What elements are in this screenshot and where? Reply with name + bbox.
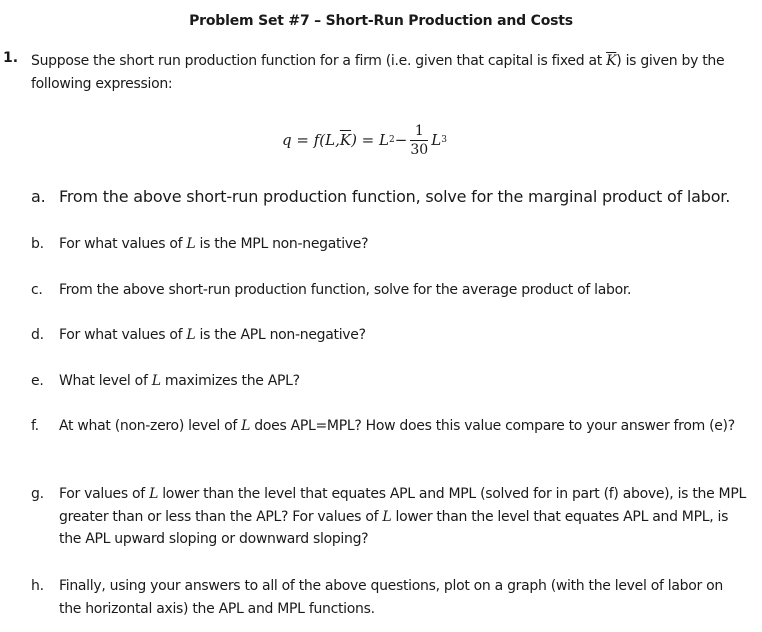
document-title: Problem Set #7 – Short-Run Production and Costs xyxy=(189,13,573,29)
production-function-equation: q = f(L, $\overline{K}$ ) = L 2 − $\frac{1}{30}$ L 3 xyxy=(282,122,447,158)
question-number: 1. xyxy=(3,50,19,66)
question-intro: Suppose the short run production function for a firm (i.e. given that capital is fixed at $\overline{K}$) is given by the following expression: xyxy=(31,53,725,92)
capital-k-bar: $\overline{K}$ xyxy=(606,53,617,69)
fraction-one-thirtieth: $\frac{1}{30}$ xyxy=(410,122,429,158)
